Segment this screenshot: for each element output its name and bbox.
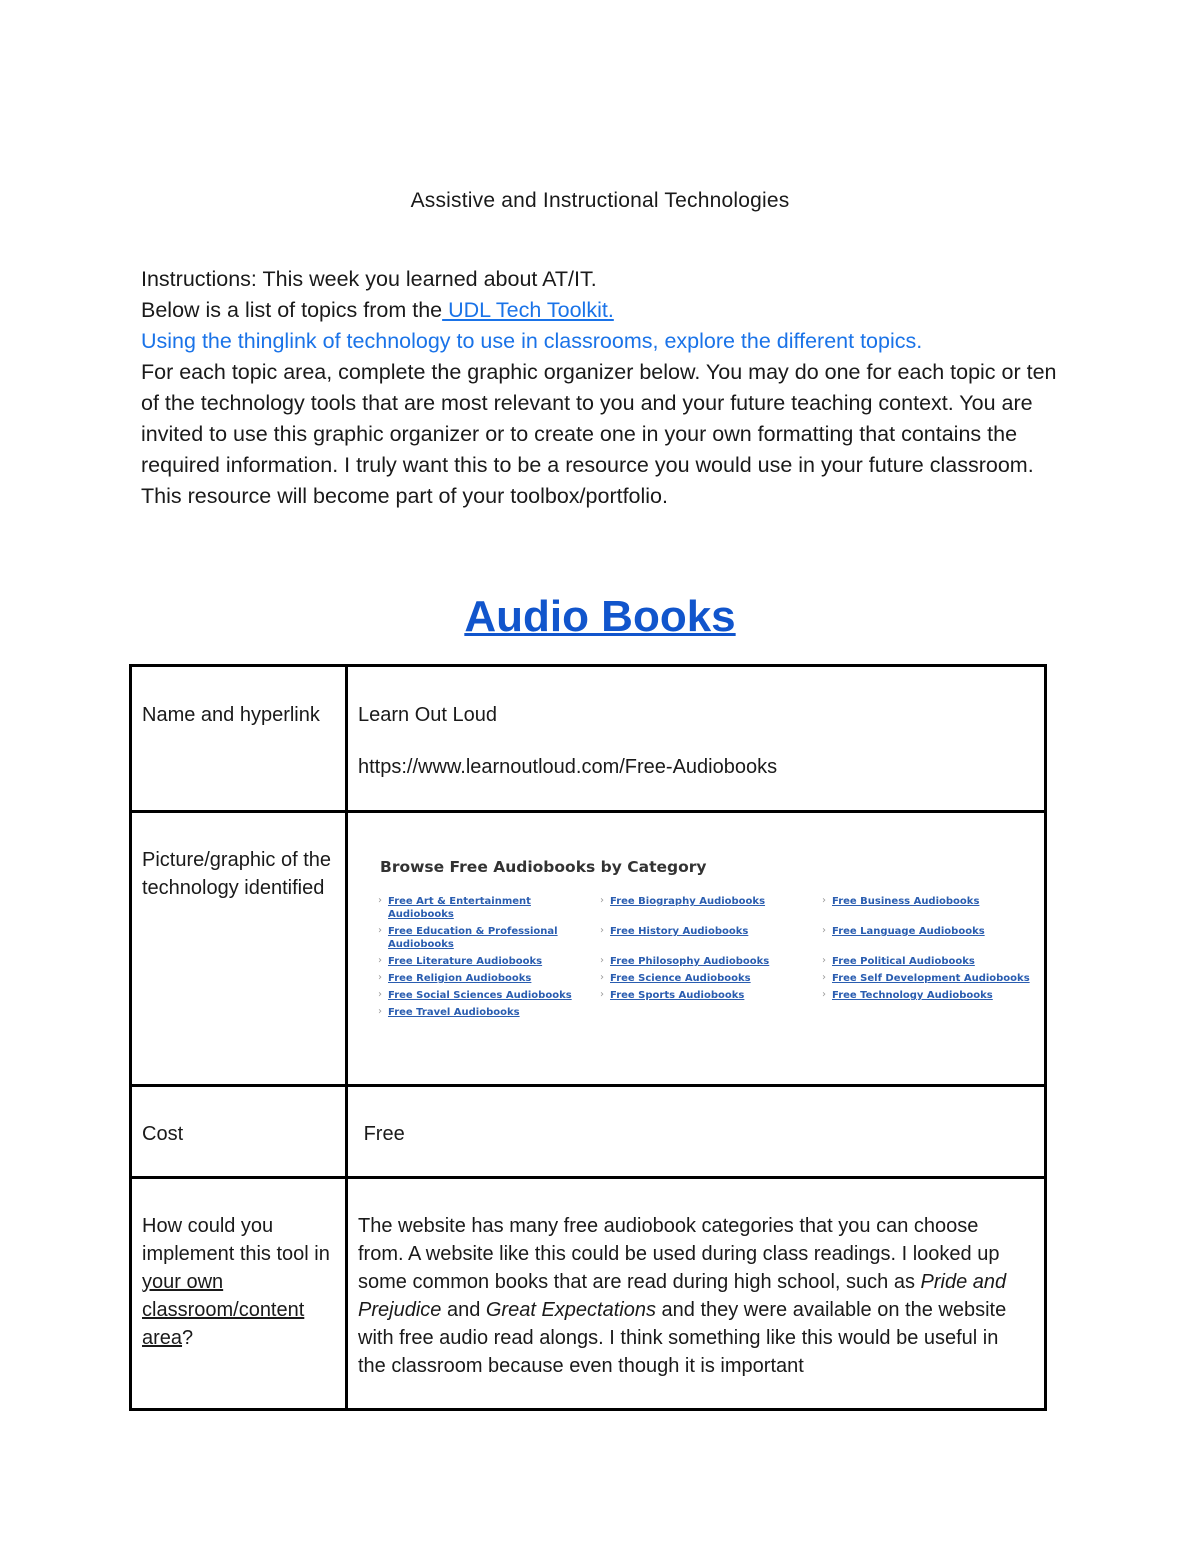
category-link[interactable]: › Free Language Audiobooks [818, 925, 1034, 951]
implementation-text [358, 1212, 1028, 1380]
implementation-part-2: and they were available on the website with free audio read alongs. I think something like this would be useful in the classroom because even though it is important [358, 1299, 1007, 1377]
instructions [141, 264, 1061, 512]
implementation-label-text: How could you implement this tool in [142, 1215, 330, 1265]
instructions-line-2 [141, 295, 1061, 326]
graphic-organizer-table [129, 664, 1047, 1411]
category-link[interactable]: › Free Sports Audiobooks [596, 989, 818, 1002]
cost-value-text: Free [363, 1123, 405, 1145]
category-grid [374, 895, 1034, 1019]
instructions-line-3: Using the thinglink of technology to use in classrooms, explore the different topics. [141, 329, 923, 353]
screenshot-title: Browse Free Audiobooks by Category [380, 858, 707, 876]
picture-label: Picture/graphic of the technology identified [131, 812, 347, 1086]
cost-label: Cost [131, 1086, 347, 1178]
name-label: Name and hyperlink [131, 666, 347, 812]
category-link[interactable]: › Free Social Sciences Audiobooks [374, 989, 596, 1002]
category-link[interactable]: › Free Biography Audiobooks [596, 895, 818, 921]
tool-name: Learn Out Loud [358, 704, 497, 726]
instructions-line-1: Instructions: This week you learned about AT/IT. [141, 267, 597, 291]
category-link[interactable]: › Free Art & Entertainment Audiobooks [374, 895, 596, 921]
website-screenshot [362, 853, 1034, 1055]
table-row-implementation [131, 1178, 1046, 1410]
implementation-and: and [441, 1299, 486, 1321]
category-link[interactable]: › Free Technology Audiobooks [818, 989, 1034, 1002]
section-heading[interactable] [0, 592, 1200, 642]
book-title-1: Pride and Prejudice [358, 1271, 1007, 1321]
category-link[interactable]: › Free Philosophy Audiobooks [596, 955, 818, 968]
category-link[interactable]: › Free Literature Audiobooks [374, 955, 596, 968]
category-link[interactable]: › Free Science Audiobooks [596, 972, 818, 985]
implementation-label-underlined: your own classroom/content area [142, 1271, 305, 1349]
udl-tech-toolkit-link[interactable]: UDL Tech Toolkit. [442, 298, 614, 322]
document-title: Assistive and Instructional Technologies [410, 189, 790, 212]
audio-books-link[interactable]: Audio Books [464, 592, 736, 641]
book-title-2: Great Expectations [485, 1299, 656, 1321]
implementation-label-suffix: ? [182, 1327, 194, 1349]
implementation-label [131, 1178, 347, 1410]
category-link[interactable]: › Free Political Audiobooks [818, 955, 1034, 968]
category-link[interactable]: › Free Religion Audiobooks [374, 972, 596, 985]
category-link[interactable]: › Free Self Development Audiobooks [818, 972, 1034, 985]
tool-url[interactable]: https://www.learnoutloud.com/Free-Audiobooks [358, 756, 778, 778]
category-link[interactable]: › Free Travel Audiobooks [374, 1006, 596, 1019]
name-value-cell [347, 666, 1046, 812]
implementation-value [347, 1178, 1046, 1410]
category-link[interactable]: › Free History Audiobooks [596, 925, 818, 951]
instructions-line-2-text: Below is a list of topics from the [141, 298, 443, 322]
picture-cell [347, 812, 1046, 1086]
category-link[interactable]: › Free Business Audiobooks [818, 895, 1034, 921]
table-row-picture [131, 812, 1046, 1086]
implementation-part-1: The website has many free audiobook categories that you can choose from. A website like this could be used during class readings. I looked up some common books that are read during high school, such as [358, 1215, 1000, 1293]
cost-value [347, 1086, 1046, 1178]
category-link[interactable]: › Free Education & Professional Audiobooks [374, 925, 596, 951]
table-row-name [131, 666, 1046, 812]
table-row-cost [131, 1086, 1046, 1178]
instructions-paragraph: For each topic area, complete the graphic organizer below. You may do one for each topic or ten of the technology tools that are most relevant to you and your future teaching context. You are invited to use this graphic organizer or to create one in your own formatting that contains the required information. I truly want this to be a resource you would use in your future classroom. This resource will become part of your toolbox/portfolio. [141, 360, 1057, 508]
